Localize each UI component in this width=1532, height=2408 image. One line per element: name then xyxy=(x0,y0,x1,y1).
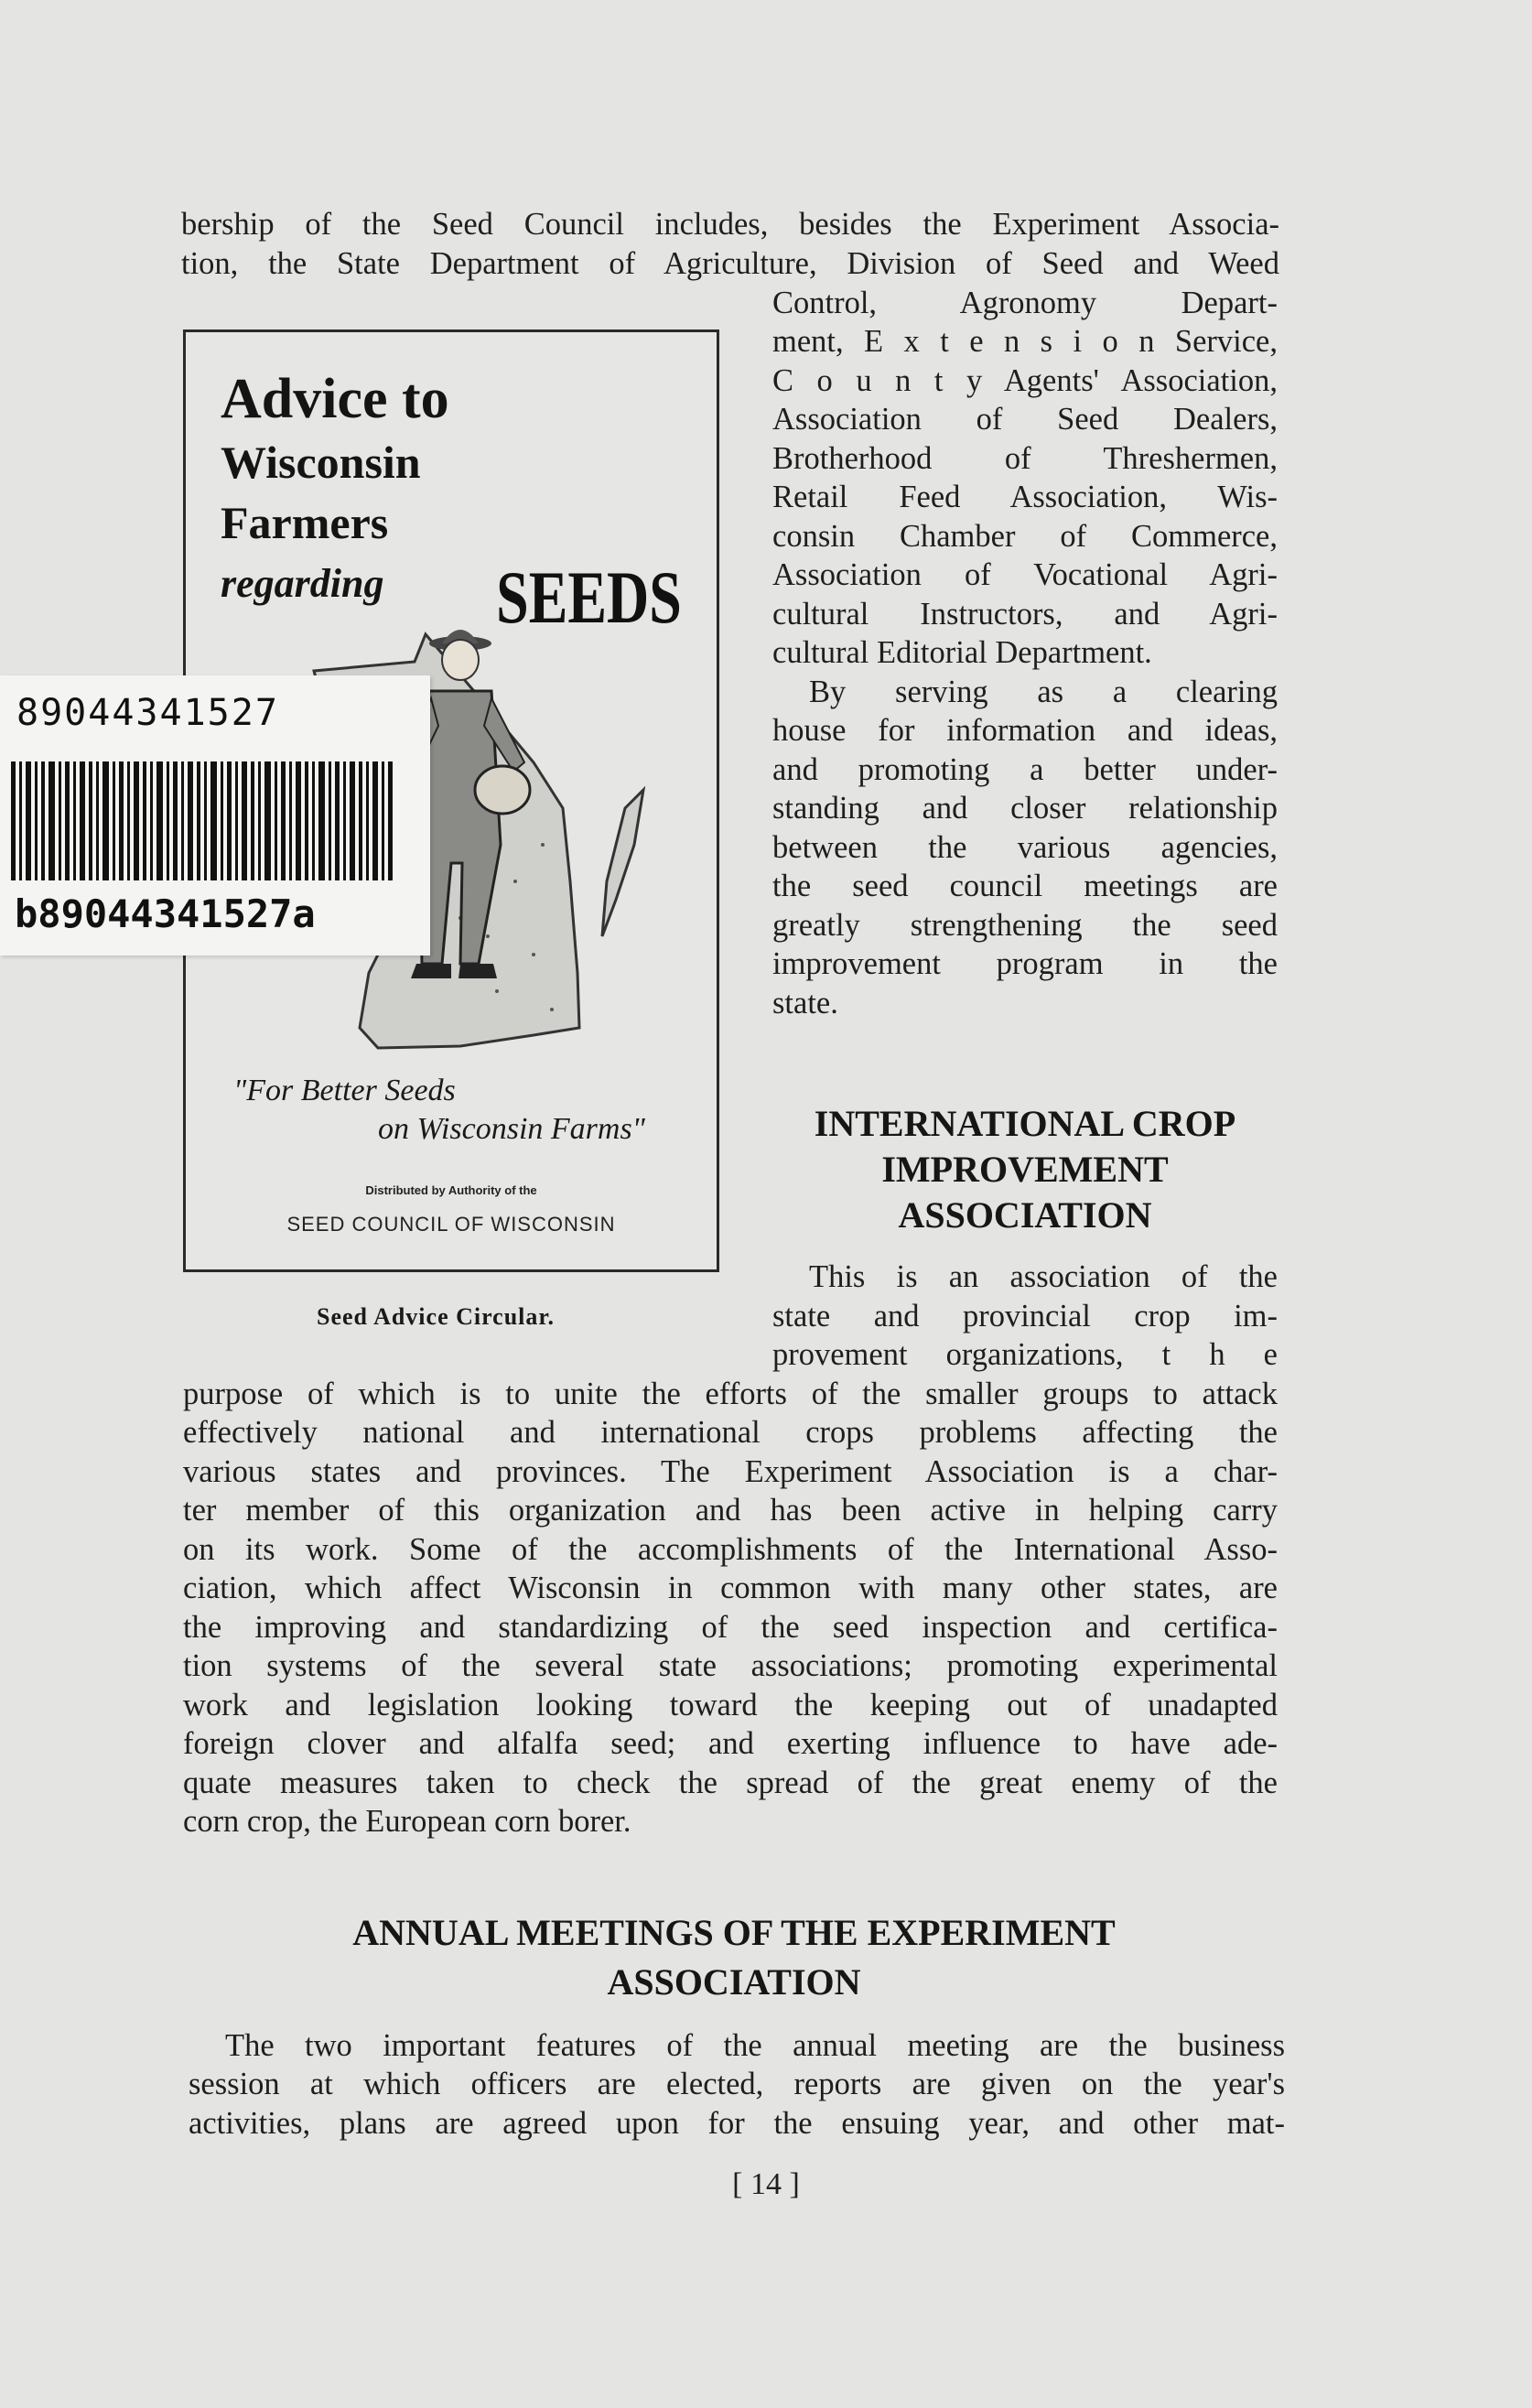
text-line: improvement program in the xyxy=(772,946,1278,981)
barcode-bars xyxy=(11,761,395,880)
circular-distributed-line: Distributed by Authority of the xyxy=(365,1183,537,1197)
text-line: work and legislation looking toward the keeping out of unadapted xyxy=(183,1688,1278,1722)
section-heading: ASSOCIATION xyxy=(898,1194,1152,1236)
text-line: ciation, which affect Wisconsin in common with many other states, are xyxy=(183,1571,1278,1605)
figure-caption: Seed Advice Circular. xyxy=(317,1303,556,1330)
library-barcode-label xyxy=(0,675,430,956)
text-line: greatly strengthening the seed xyxy=(772,908,1278,943)
text-line: tion systems of the several state associations; promoting experimental xyxy=(183,1648,1278,1683)
text-line: and promoting a better under- xyxy=(772,752,1278,787)
text-line: session at which officers are elected, reports are given on the year's xyxy=(189,2067,1285,2101)
text-line: corn crop, the European corn borer. xyxy=(183,1804,631,1839)
text-line: purpose of which is to unite the efforts of the smaller groups to attack xyxy=(183,1377,1278,1411)
page-number: [ 14 ] xyxy=(732,2167,800,2201)
text-line: ter member of this organization and has been active in helping carry xyxy=(183,1493,1278,1528)
section-heading: ASSOCIATION xyxy=(607,1961,861,2003)
text-line: quate measures taken to check the spread of the great enemy of the xyxy=(183,1766,1278,1800)
section-heading: IMPROVEMENT xyxy=(881,1149,1169,1190)
circular-title-line: Advice to xyxy=(221,368,449,430)
text-line: various states and provinces. The Experiment Association is a char- xyxy=(183,1454,1278,1489)
text-line: activities, plans are agreed upon for the ensuing year, and other mat- xyxy=(189,2106,1285,2141)
text-line: Retail Feed Association, Wis- xyxy=(772,480,1278,514)
text-line: state and provincial crop im- xyxy=(772,1299,1278,1334)
text-line: effectively national and international crops problems affecting the xyxy=(183,1415,1278,1450)
text-line: Association of Vocational Agri- xyxy=(772,557,1278,592)
barcode-number-top: 89044341527 xyxy=(16,692,279,734)
text-line: cultural Instructors, and Agri- xyxy=(772,597,1278,632)
text-line: the improving and standardizing of the seed inspection and certifica- xyxy=(183,1610,1278,1645)
text-line: standing and closer relationship xyxy=(772,791,1278,826)
circular-title-line: Farmers xyxy=(221,497,389,548)
circular-council-name: SEED COUNCIL OF WISCONSIN xyxy=(286,1213,616,1236)
circular-tagline: on Wisconsin Farms" xyxy=(378,1112,645,1146)
text-line: provement organizations, t h e xyxy=(772,1337,1278,1372)
section-heading: ANNUAL MEETINGS OF THE EXPERIMENT xyxy=(352,1912,1116,1953)
text-line: on its work. Some of the accomplishments of the International Asso- xyxy=(183,1532,1278,1567)
text-line: consin Chamber of Commerce, xyxy=(772,519,1278,554)
text-line: This is an association of the xyxy=(809,1259,1278,1294)
text-line: By serving as a clearing xyxy=(809,675,1278,709)
text-line: the seed council meetings are xyxy=(772,869,1278,903)
text-line: The two important features of the annual meeting are the business xyxy=(225,2028,1285,2063)
text-line: Control, Agronomy Depart- xyxy=(772,286,1278,320)
section-heading: INTERNATIONAL CROP xyxy=(814,1103,1236,1144)
text-line: C o u n t y Agents' Association, xyxy=(772,363,1278,398)
text-line: ment, E x t e n s i o n Service, xyxy=(772,324,1278,359)
text-line: cultural Editorial Department. xyxy=(772,635,1152,670)
text-line: tion, the State Department of Agriculture, Division of Seed and Weed xyxy=(181,246,1279,281)
text-line: bership of the Seed Council includes, besides the Experiment Associa- xyxy=(181,207,1279,242)
circular-tagline: "For Better Seeds xyxy=(233,1074,456,1107)
text-line: Association of Seed Dealers, xyxy=(772,402,1278,437)
text-line: Brotherhood of Threshermen, xyxy=(772,441,1278,476)
barcode-number-bottom: b89044341527a xyxy=(15,891,316,936)
text-line: foreign clover and alfalfa seed; and exerting influence to have ade- xyxy=(183,1726,1278,1761)
text-line: house for information and ideas, xyxy=(772,713,1278,748)
circular-title-line: Wisconsin xyxy=(221,437,421,488)
text-line: state. xyxy=(772,986,838,1020)
circular-seeds-word: SEEDS xyxy=(496,556,682,639)
text-line: between the various agencies, xyxy=(772,830,1278,865)
circular-title-line: regarding xyxy=(221,561,384,606)
